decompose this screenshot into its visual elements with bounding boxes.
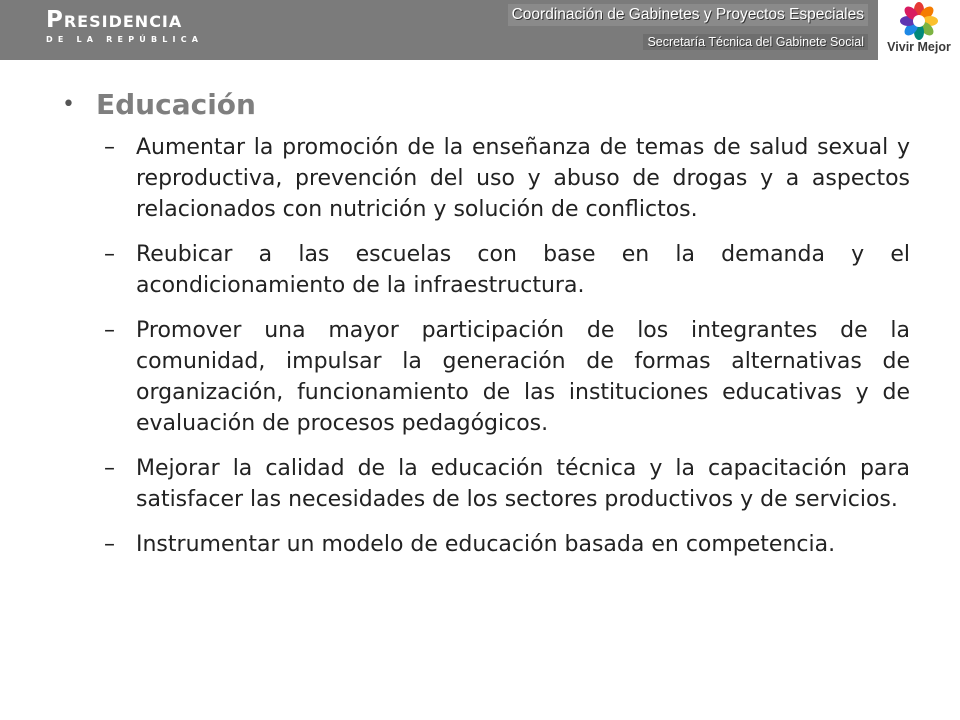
list-item xyxy=(62,132,910,225)
list-item xyxy=(62,239,910,301)
section-heading: Educación xyxy=(96,88,256,121)
vivir-mejor-logo xyxy=(878,0,960,62)
list-item-text: Reubicar a las escuelas con base en la demanda y el acondicionamiento de la infraestructura. xyxy=(136,242,910,298)
bullet-list xyxy=(62,132,910,560)
list-item xyxy=(62,453,910,515)
vivir-mejor-text: Vivir Mejor xyxy=(887,40,951,54)
list-item-text: Aumentar la promoción de la enseñanza de temas de salud sexual y reproductiva, prevención del uso y abuso de drogas y a aspectos relacionados con nutrición y solución de conflictos. xyxy=(136,135,910,222)
list-item-text: Mejorar la calidad de la educación técnica y la capacitación para satisfacer las necesidades de los sectores productivos y de servicios. xyxy=(136,456,910,512)
dash-icon: – xyxy=(104,318,115,343)
bullet-icon: • xyxy=(62,92,75,117)
presidencia-logo xyxy=(46,6,203,46)
presidencia-subtitle: DE LA REPÚBLICA xyxy=(46,35,204,44)
list-item xyxy=(62,315,910,439)
secretariat-title: Secretaría Técnica del Gabinete Social xyxy=(643,34,868,50)
header-right xyxy=(508,4,868,51)
list-item-text: Promover una mayor participación de los integrantes de la comunidad, impulsar la generación de formas alternativas de organización, funcionamiento de las instituciones educativas y de evaluación de procesos pedagógicos. xyxy=(136,318,910,436)
dash-icon: – xyxy=(104,135,115,160)
dash-icon: – xyxy=(104,242,115,267)
dash-icon: – xyxy=(104,456,115,481)
slide-content xyxy=(62,86,910,574)
section-heading-row xyxy=(62,86,910,126)
list-item-text: Instrumentar un modelo de educación basada en competencia. xyxy=(136,532,836,557)
flower-logo-icon xyxy=(900,2,938,40)
coordination-title: Coordinación de Gabinetes y Proyectos Especiales xyxy=(508,4,868,26)
dash-icon: – xyxy=(104,532,115,557)
header-bar xyxy=(0,0,878,60)
list-item xyxy=(62,529,910,560)
presidencia-title: Presidencia xyxy=(46,7,183,33)
